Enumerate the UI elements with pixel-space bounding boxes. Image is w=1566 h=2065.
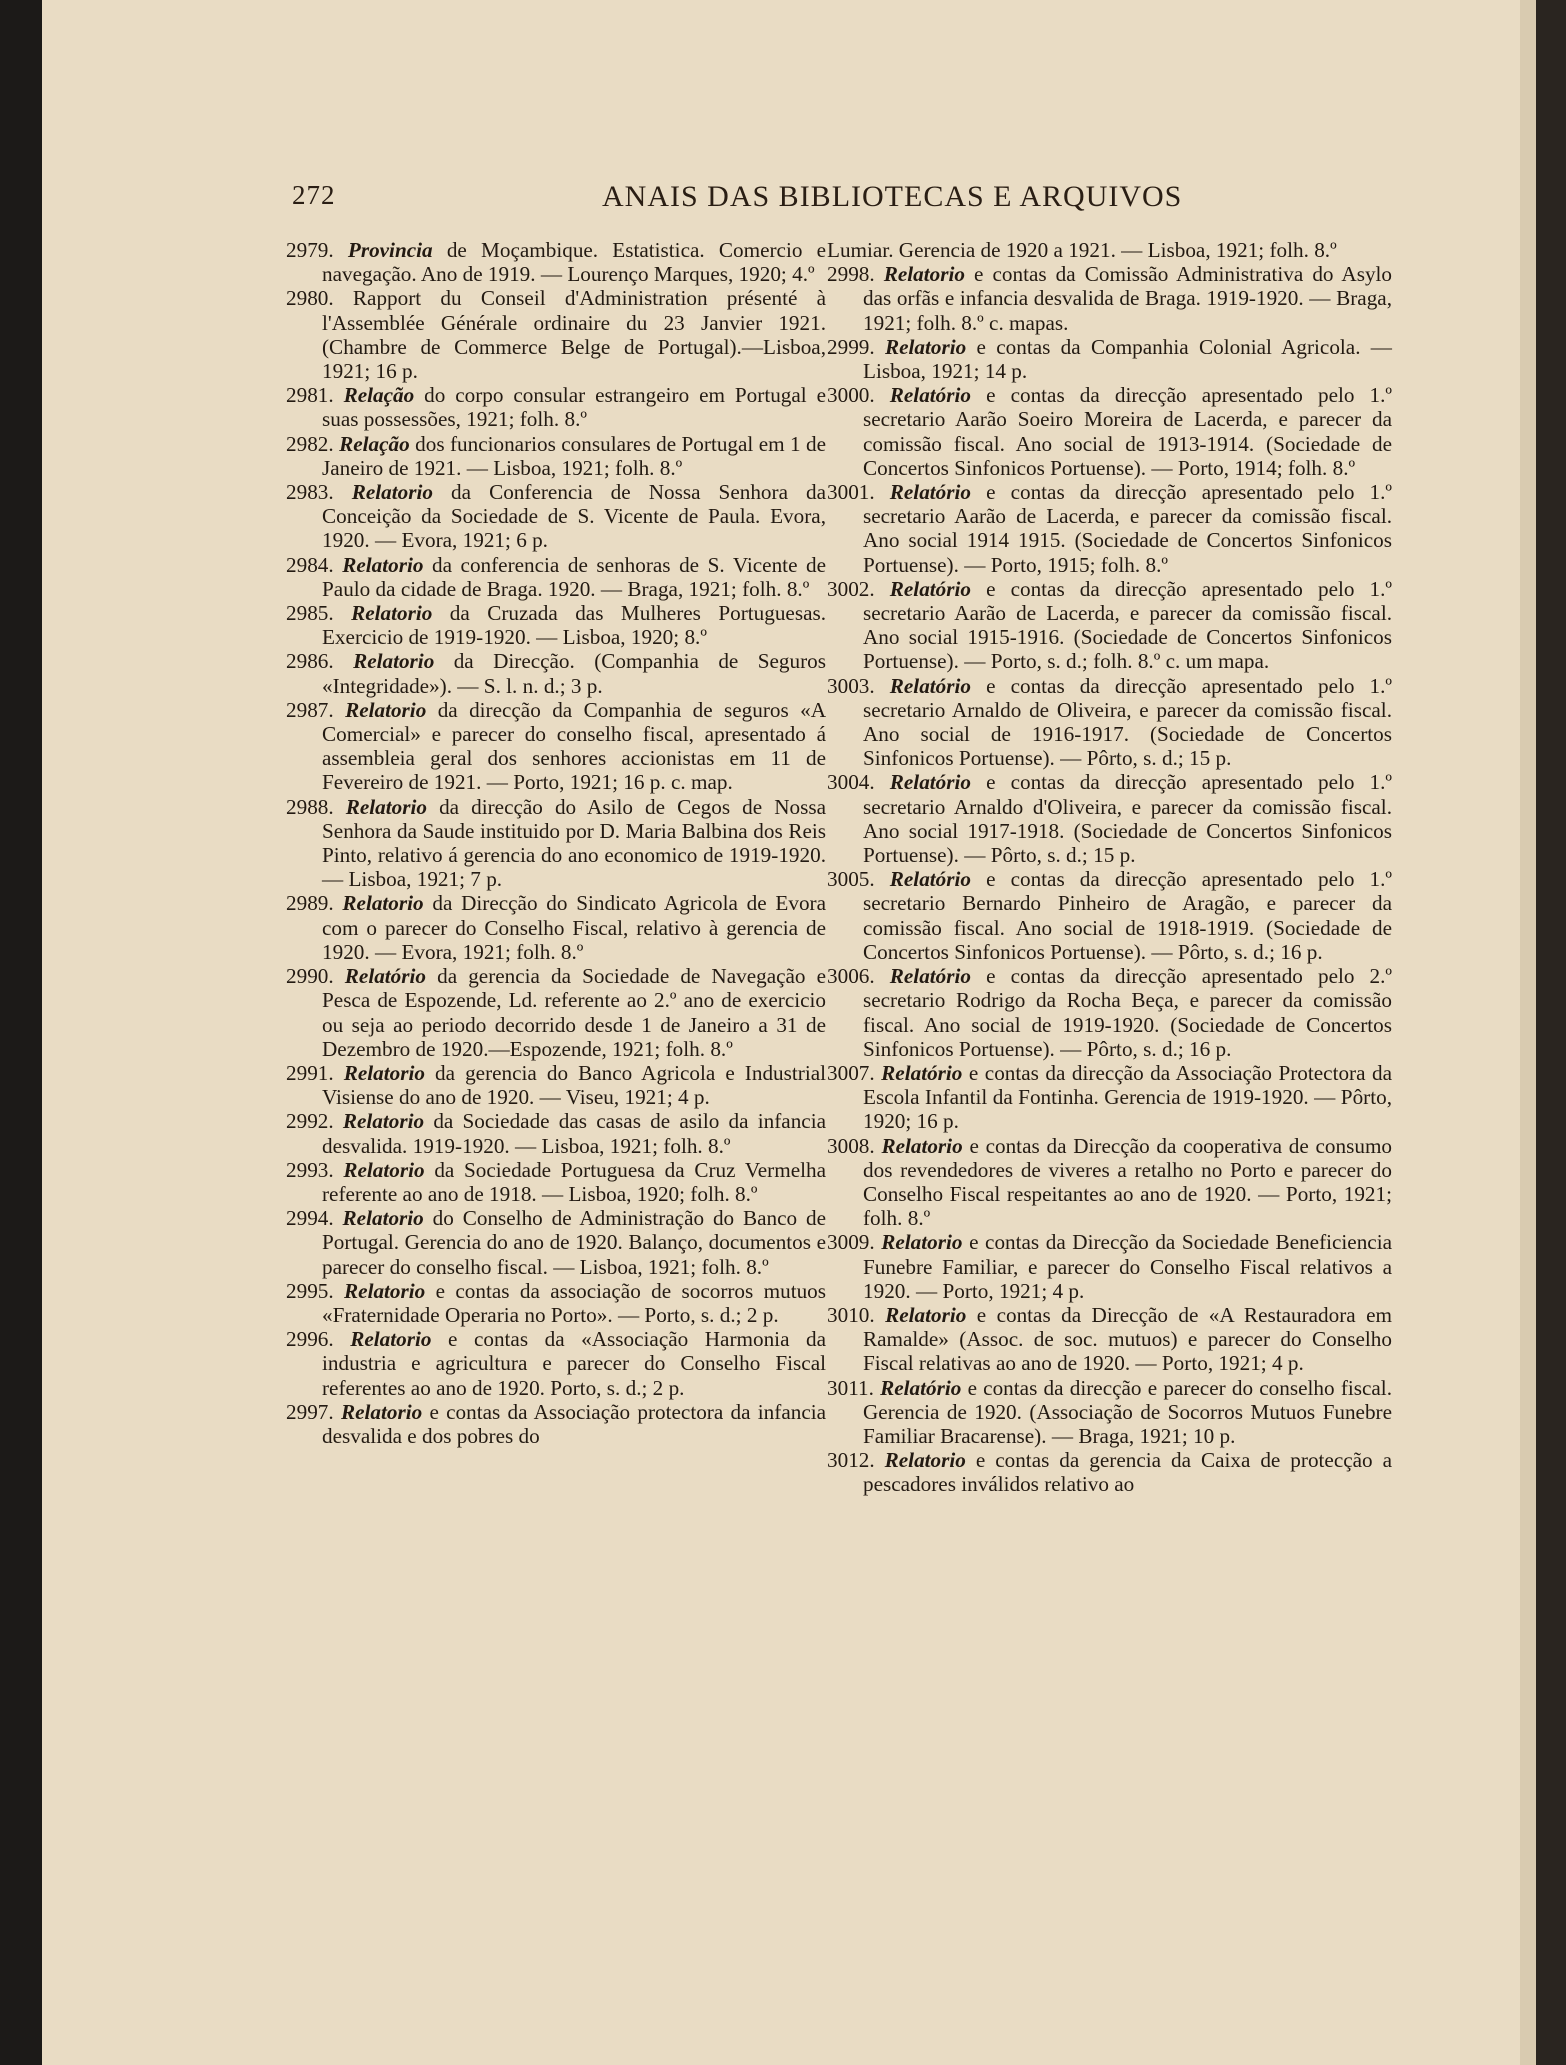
entry-keyword: Relatório	[344, 964, 427, 989]
catalog-entry	[286, 649, 826, 697]
catalog-entry	[827, 1061, 1392, 1134]
entry-number: 2989.	[286, 891, 334, 916]
entry-keyword: Relatorio	[353, 649, 435, 674]
running-title: ANAIS DAS BIBLIOTECAS E ARQUIVOS	[602, 180, 1183, 213]
catalog-entry	[827, 577, 1392, 674]
entry-text: e contas da direcção apresentado pelo 1.º secretario Aarão de Lacerda, e parecer da comissão fiscal. Ano social 1915-1916. (Sociedade de Concertos Sinfonicos Portuense). — Porto, s. d.; folh. 8.º c. um mapa.	[863, 576, 1393, 674]
entry-number: 2993.	[286, 1157, 334, 1182]
entry-number: 2988.	[286, 794, 334, 819]
entry-keyword: Relatorio	[342, 891, 424, 916]
adjacent-page-edge	[1516, 0, 1566, 2065]
entry-keyword: Relatório	[889, 964, 971, 989]
entry-keyword: Relatorio	[342, 1109, 425, 1134]
entry-text: da Direcção do Sindicato Agricola de Evora com o parecer do Conselho Fiscal, relativo à gerencia de 1920. — Evora, 1921; folh. 8.º	[322, 891, 826, 964]
catalog-entry	[286, 432, 826, 480]
entry-text: e contas da gerencia da Caixa de protecção a pescadores inválidos relativo ao	[863, 1448, 1393, 1497]
catalog-entry	[827, 335, 1392, 383]
catalog-entry	[827, 674, 1392, 771]
entry-keyword: Relatorio	[345, 697, 427, 722]
entry-text: da direcção do Asilo de Cegos de Nossa Senhora da Saude instituido por D. Maria Balbina dos Reis Pinto, relativo á gerencia do ano economico de 1919-1920. — Lisboa, 1921; 7 p.	[322, 794, 827, 892]
catalog-entry	[286, 238, 826, 286]
entry-number: 3008.	[827, 1133, 875, 1158]
entry-number: 2985.	[286, 601, 334, 626]
catalog-entry	[827, 1134, 1392, 1231]
entry-text: e contas da Associação protectora da infancia desvalida e dos pobres do	[322, 1399, 827, 1448]
entry-text: e contas da direcção apresentado pelo 1.º secretario Aarão de Lacerda, e parecer da comissão fiscal. Ano social 1914 1915. (Sociedade de Concertos Sinfonicos Portuense). — Porto, 1915; folh. 8.º	[863, 480, 1393, 577]
entry-number: 2991.	[286, 1060, 334, 1085]
entry-text: dos funcionarios consulares de Portugal em 1 de Janeiro de 1921. — Lisboa, 1921; folh. 8.º	[322, 431, 827, 480]
entry-number: 3006.	[827, 964, 875, 989]
catalog-entry	[827, 964, 1392, 1061]
catalog-entry	[827, 770, 1392, 867]
entry-keyword: Relatorio	[342, 552, 424, 577]
entry-text: do corpo consular estrangeiro em Portugal e suas possessões, 1921; folh. 8.º	[322, 383, 827, 432]
catalog-entry	[827, 383, 1392, 480]
entry-text: e contas da direcção da Associação Protectora da Escola Infantil da Fontinha. Gerencia de 1919-1920. — Pôrto, 1920; 16 p.	[863, 1060, 1393, 1134]
page-number: 272	[292, 180, 336, 210]
catalog-entry	[286, 480, 826, 553]
entry-number: 3007.	[827, 1060, 875, 1085]
catalog-entry	[286, 1158, 826, 1206]
entry-number: 2981.	[286, 383, 334, 408]
entry-number: 2987.	[286, 697, 334, 722]
entry-number: 2990.	[286, 964, 334, 989]
entry-number: 3011.	[827, 1375, 874, 1400]
entry-keyword: Relatorio	[350, 1327, 432, 1352]
entry-keyword: Relatorio	[883, 262, 965, 287]
entry-keyword: Relatorio	[343, 1060, 425, 1085]
entry-keyword: Relatório	[889, 576, 971, 601]
entry-text: e contas da associação de socorros mutuos «Fraternidade Operaria no Porto». — Porto, s. d.; 2 p.	[322, 1278, 827, 1327]
entry-text: de Moçambique. Estatistica. Comercio e navegação. Ano de 1919. — Lourenço Marques, 1920; 4.º	[322, 238, 827, 287]
entry-number: 2984.	[286, 552, 334, 577]
entry-number: 2979.	[286, 238, 334, 262]
entry-keyword: Relatorio	[351, 601, 433, 626]
entry-keyword: Relatorio	[342, 1206, 424, 1231]
catalog-entry	[286, 891, 826, 964]
entry-number: 2992.	[286, 1109, 334, 1134]
entry-keyword: Relatório	[889, 383, 971, 408]
entry-text: da Conferencia de Nossa Senhora da Conceição da Sociedade de S. Vicente de Paula. Evora, 1920. — Evora, 1921; 6 p.	[322, 480, 827, 553]
catalog-entry	[827, 867, 1392, 964]
entry-text: e contas da Direcção de «A Restauradora em Ramalde» (Assoc. de soc. mutuos) e parecer do Conselho Fiscal relativas ao ano de 1920. — Porto, 1921; 4 p.	[863, 1302, 1393, 1376]
catalog-entry	[286, 1400, 826, 1448]
right-column	[827, 238, 1392, 1497]
entry-text: e contas da Direcção da Sociedade Beneficiencia Funebre Familiar, e parecer do Conselho Fiscal relativos a 1920. — Porto, 1921; 4 p.	[863, 1230, 1393, 1303]
entry-number: 2995.	[286, 1278, 334, 1303]
entry-text: da direcção da Companhia de seguros «A Comercial» e parecer do conselho fiscal, apresentado á assembleia geral dos senhores accionistas em 11 de Fevereiro de 1921. — Porto, 1921; 16 p. c. map.	[322, 697, 827, 795]
catalog-entry	[827, 1376, 1392, 1449]
entry-text: do Conselho de Administração do Banco de Portugal. Gerencia do ano de 1920. Balanço, documentos e parecer do conselho fiscal. — Lisboa, 1921; folh. 8.º	[322, 1206, 827, 1279]
entry-keyword: Relatorio	[881, 1133, 963, 1158]
entry-keyword: Provincia	[347, 238, 433, 262]
entry-text: e contas da «Associação Harmonia da industria e agricultura e parecer do Conselho Fiscal referentes ao ano de 1920. Porto, s. d.; 2 p.	[322, 1327, 827, 1400]
catalog-entry	[827, 262, 1392, 335]
catalog-entry	[827, 1230, 1392, 1303]
entry-text: e contas da direcção apresentado pelo 1.º secretario Bernardo Pinheiro de Aragão, e parecer da comissão fiscal. Ano social de 1918-1919. (Sociedade de Concertos Sinfonicos Portuense). — Pôrto, s. d.; 16 p.	[863, 867, 1393, 964]
entry-keyword: Relatorio	[881, 1230, 963, 1255]
entry-text: da conferencia de senhoras de S. Vicente de Paulo da cidade de Braga. 1920. — Braga, 1921; folh. 8.º	[322, 552, 827, 601]
left-column	[286, 238, 826, 1448]
catalog-entry	[827, 480, 1392, 577]
entry-number: 2998.	[827, 262, 875, 287]
entry-keyword: Relatorio	[884, 334, 967, 359]
entry-number: 2983.	[286, 480, 334, 505]
entry-number: 2986.	[286, 649, 334, 674]
catalog-entry	[286, 601, 826, 649]
entry-text: e contas da direcção apresentado pelo 1.º secretario Arnaldo de Oliveira, e parecer da comissão fiscal. Ano social de 1916-1917. (Sociedade de Concertos Sinfonicos Portuense). — Pôrto, s. d.; 15 p.	[863, 673, 1393, 771]
catalog-entry	[286, 795, 826, 892]
entry-number: 3012.	[827, 1448, 875, 1473]
entry-text: e contas da direcção apresentado pelo 2.º secretario Rodrigo da Rocha Beça, e parecer da comissão fiscal. Ano social de 1919-1920. (Sociedade de Concertos Sinfonicos Portuense). — Pôrto, s. d.; 16 p.	[863, 964, 1393, 1061]
entry-keyword: Relatorio	[351, 480, 433, 505]
entry-number: 3010.	[827, 1302, 875, 1327]
entry-number: 2980.	[286, 286, 334, 311]
entry-number: 2994.	[286, 1206, 334, 1231]
entry-keyword: Relatório	[881, 1060, 963, 1085]
entry-keyword: Relatório	[889, 480, 971, 505]
entry-text: e contas da Comissão Administrativa do Asylo das orfãs e infancia desvalida de Braga. 1919-1920. — Braga, 1921; folh. 8.º c. mapas.	[863, 262, 1393, 335]
entry-number: 3001.	[827, 480, 875, 505]
entry-number: 2982.	[286, 431, 334, 456]
catalog-entry	[827, 1448, 1392, 1496]
entry-text: da gerencia da Sociedade de Navegação e Pesca de Espozende, Ld. referente ao 2.º ano de exercicio ou seja ao periodo decorrido desde 1 de Janeiro a 31 de Dezembro de 1920.—Espozende, 1921; folh. 8.º	[322, 964, 827, 1061]
catalog-entry	[286, 1206, 826, 1279]
entry-keyword: Relatório	[889, 673, 971, 698]
entry-keyword: Relatorio	[340, 1399, 423, 1424]
catalog-entry	[286, 553, 826, 601]
entry-number: 3000.	[827, 383, 875, 408]
entry-text: da gerencia do Banco Agricola e Industrial Visiense do ano de 1920. — Viseu, 1921; 4 p.	[322, 1060, 827, 1110]
entry-text: e contas da Direcção da cooperativa de consumo dos revendedores de viveres a retalho no Porto e parecer do Conselho Fiscal respeitantes ao ano de 1920. — Porto, 1921; folh. 8.º	[863, 1133, 1393, 1231]
entry-keyword: Relatorio	[344, 1278, 426, 1303]
entry-number: 2999.	[827, 334, 875, 359]
catalog-entry	[286, 1327, 826, 1400]
catalog-entry	[827, 1303, 1392, 1376]
entry-keyword: Relatório	[889, 770, 971, 795]
entry-text: e contas da direcção apresentado pelo 1.º secretario Arnaldo d'Oliveira, e parecer da comissão fiscal. Ano social 1917-1918. (Sociedade de Concertos Sinfonicos Portuense). — Pôrto, s. d.; 15 p.	[863, 770, 1393, 868]
entry-keyword: Relação	[343, 383, 415, 408]
entry-keyword: Relatorio	[885, 1302, 967, 1327]
catalog-entry	[286, 383, 826, 431]
entry-text: da Direcção. (Companhia de Seguros «Integridade»). — S. l. n. d.; 3 p.	[322, 649, 826, 698]
catalog-entry	[827, 238, 1392, 262]
page-header	[42, 180, 1520, 220]
catalog-entry	[286, 964, 826, 1061]
catalog-entry	[286, 698, 826, 795]
entry-text: Rapport du Conseil d'Administration présenté à l'Assemblée Générale ordinaire du 23 Janvier 1921. (Chambre de Commerce Belge de Portugal).—Lisboa, 1921; 16 p.	[322, 286, 827, 384]
entry-text: da Sociedade das casas de asilo da infancia desvalida. 1919-1920. — Lisboa, 1921; folh. 8.º	[322, 1109, 826, 1158]
catalog-entry	[286, 1279, 826, 1327]
entry-keyword: Relação	[339, 431, 410, 456]
entry-keyword: Relatorio	[884, 1448, 966, 1473]
entry-keyword: Relatório	[880, 1375, 962, 1400]
entry-number: 3005.	[827, 867, 875, 892]
entry-text: e contas da direcção apresentado pelo 1.º secretario Aarão Soeiro Moreira de Lacerda, e parecer da comissão fiscal. Ano social de 1913-1914. (Sociedade de Concertos Sinfonicos Portuense). — Porto, 1914; folh. 8.º	[863, 383, 1393, 480]
entry-text: da Sociedade Portuguesa da Cruz Vermelha referente ao ano de 1918. — Lisboa, 1920; folh. 8.º	[322, 1157, 827, 1206]
entry-number: 2996.	[286, 1327, 334, 1352]
entry-keyword: Relatorio	[345, 794, 427, 819]
entry-number: 3002.	[827, 576, 875, 601]
catalog-entry	[286, 1061, 826, 1109]
entry-keyword: Relatorio	[343, 1157, 425, 1182]
catalog-entry	[286, 1109, 826, 1157]
entry-text: e contas da direcção e parecer do conselho fiscal. Gerencia de 1920. (Associação de Socorros Mutuos Funebre Familiar Bracarense). — Braga, 1921; 10 p.	[863, 1375, 1392, 1448]
entry-number: 3003.	[827, 673, 875, 698]
entry-keyword: Relatório	[889, 867, 971, 892]
entry-text: e contas da Companhia Colonial Agricola. — Lisboa, 1921; 14 p.	[863, 334, 1392, 384]
entry-number: 3009.	[827, 1230, 875, 1255]
catalog-entry	[286, 286, 826, 383]
entry-number: 3004.	[827, 770, 875, 795]
book-page	[42, 0, 1520, 2065]
entry-text: Lumiar. Gerencia de 1920 a 1921. — Lisboa, 1921; folh. 8.º	[827, 238, 1337, 262]
entry-text: da Cruzada das Mulheres Portuguesas. Exercicio de 1919-1920. — Lisboa, 1920; 8.º	[322, 601, 827, 650]
entry-number: 2997.	[286, 1399, 334, 1424]
